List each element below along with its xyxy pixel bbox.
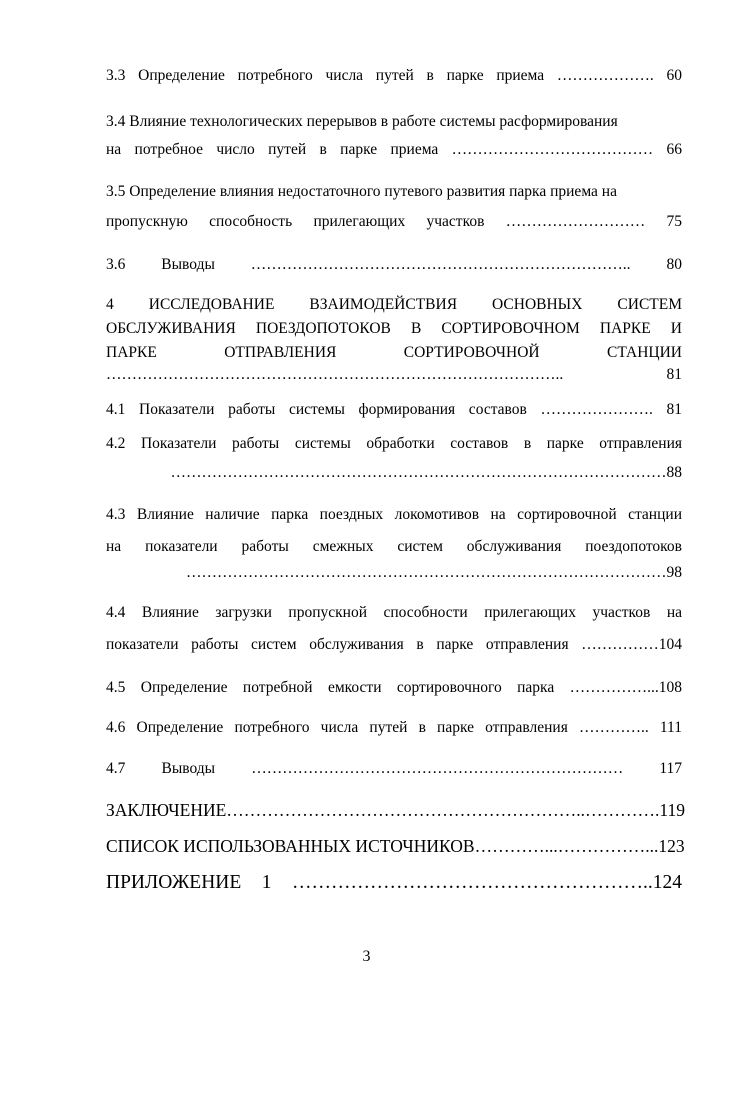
toc-entry-3-6-page: 80 bbox=[666, 256, 682, 273]
toc-chapter-4-line4: …………………………………………………………………………….. 81 bbox=[106, 366, 682, 383]
toc-entry-3-4-line1: 3.4 Влияние технологических перерывов в работе системы расформирования bbox=[106, 113, 618, 130]
toc-entry-4-3-line3: …………………………………………………………………………………98 bbox=[186, 564, 682, 581]
toc-entry-3-4-page: 66 bbox=[666, 141, 682, 158]
toc-entry-3-4-text: на потребное число путей в парке приема ………………………………… bbox=[106, 141, 654, 158]
toc-chapter-4-line2: ОБСЛУЖИВАНИЯ ПОЕЗДОПОТОКОВ В СОРТИРОВОЧНОМ ПАРКЕ И bbox=[106, 320, 682, 337]
toc-entry-3-6 bbox=[106, 255, 682, 275]
toc-entry-3-5-text: пропускную способность прилегающих участков ……………………… bbox=[106, 213, 646, 230]
toc-entry-4-5: 4.5 Определение потребной емкости сортировочного парка ……………...108 bbox=[106, 679, 682, 696]
toc-entry-4-3-line1: 4.3 Влияние наличие парка поездных локомотивов на сортировочной станции bbox=[106, 506, 682, 523]
toc-entry-3-3 bbox=[106, 66, 682, 86]
toc-chapter-4-line1: 4 ИССЛЕДОВАНИЕ ВЗАИМОДЕЙСТВИЯ ОСНОВНЫХ СИСТЕМ bbox=[106, 296, 682, 313]
toc-entry-4-4-line1: 4.4 Влияние загрузки пропускной способности прилегающих участков на bbox=[106, 604, 682, 621]
toc-chapter-4-line3: ПАРКЕ ОТПРАВЛЕНИЯ СОРТИРОВОЧНОЙ СТАНЦИИ bbox=[106, 344, 682, 361]
toc-entry-3-5-line2 bbox=[106, 212, 682, 232]
toc-entry-4-2-line1: 4.2 Показатели работы системы обработки составов в парке отправления bbox=[106, 435, 682, 452]
toc-entry-4-1: 4.1 Показатели работы системы формирования составов …………………. 81 bbox=[106, 401, 682, 418]
toc-entry-3-3-page: 60 bbox=[666, 67, 682, 84]
toc-entry-3-5-line1: 3.5 Определение влияния недостаточного путевого развития парка приема на bbox=[106, 183, 617, 200]
toc-entry-4-4-line2: показатели работы систем обслуживания в парке отправления ……………104 bbox=[106, 636, 682, 653]
toc-entry-4-6: 4.6 Определение потребного числа путей в парке отправления ………….. 111 bbox=[106, 719, 682, 736]
toc-entry-3-3-text: 3.3 Определение потребного числа путей в парке приема ………………. bbox=[106, 67, 654, 84]
toc-entry-3-4-line2 bbox=[106, 140, 682, 160]
toc-entry-4-3-line2: на показатели работы смежных систем обслуживания поездопотоков bbox=[106, 538, 682, 555]
page-number: 3 bbox=[362, 948, 371, 965]
toc-entry-3-6-text: 3.6 Выводы ……………………………………………………………….. bbox=[106, 256, 631, 273]
toc-sources: СПИСОК ИСПОЛЬЗОВАННЫХ ИСТОЧНИКОВ…………...……………...123 bbox=[106, 836, 685, 856]
toc-entry-3-5-page: 75 bbox=[666, 213, 683, 230]
toc-appendix: ПРИЛОЖЕНИЕ 1 ………………………………………………..124 bbox=[106, 872, 682, 893]
toc-conclusion: ЗАКЛЮЧЕНИЕ……………………………………………………..………….119 bbox=[106, 800, 686, 820]
toc-entry-4-2-line2: ……………………………………………………………………………………88 bbox=[170, 464, 682, 481]
toc-entry-4-7: 4.7 Выводы ……………………………………………………………… 117 bbox=[106, 760, 682, 777]
